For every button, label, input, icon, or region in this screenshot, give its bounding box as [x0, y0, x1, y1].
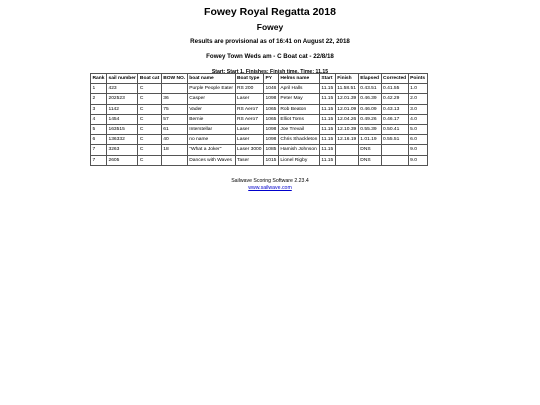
col-sail-number: sail number — [106, 74, 137, 84]
cell-helms-name: Chris Shackleton — [278, 135, 319, 145]
cell-py: 1098 — [264, 135, 279, 145]
cell-sail-number: 2605 — [106, 155, 137, 165]
cell-bow-no — [161, 84, 187, 94]
cell-boat-cat: C — [138, 84, 161, 94]
cell-sail-number: 3263 — [106, 145, 137, 155]
cell-sail-number: 202523 — [106, 94, 137, 104]
venue-heading: Fowey — [256, 22, 284, 32]
cell-boat-cat: C — [138, 135, 161, 145]
cell-corrected — [381, 155, 408, 165]
cell-boat-cat: C — [138, 104, 161, 114]
cell-elapsed: 0.43.51 — [358, 84, 381, 94]
cell-boat-name: Interstellar — [187, 124, 235, 134]
cell-corrected: 0.55.51 — [381, 135, 408, 145]
table-row — [91, 135, 428, 145]
cell-start: 11.15 — [319, 145, 335, 155]
cell-corrected: 0.41.55 — [381, 84, 408, 94]
cell-py: 1085 — [264, 145, 279, 155]
cell-finish: 11.58.51 — [335, 84, 358, 94]
cell-start: 11.15 — [319, 114, 335, 124]
cell-boat-cat: C — [138, 114, 161, 124]
cell-boat-type: RS Aero7 — [235, 104, 263, 114]
cell-finish: 12.10.39 — [335, 124, 358, 134]
cell-elapsed: 0.49.26 — [358, 114, 381, 124]
cell-helms-name: Hamish Johnson — [278, 145, 319, 155]
col-rank: Rank — [91, 74, 107, 84]
col-corrected: Corrected — [381, 74, 408, 84]
table-row — [91, 114, 428, 124]
cell-finish: 12.04.26 — [335, 114, 358, 124]
start-info: Start: Start 1, Finishes: Finish time, Time: 11.15 — [211, 69, 329, 75]
cell-helms-name: Peter May — [278, 94, 319, 104]
cell-finish — [335, 155, 358, 165]
cell-points: 9.0 — [408, 145, 427, 155]
cell-corrected: 0.42.29 — [381, 94, 408, 104]
cell-elapsed: DNS — [358, 145, 381, 155]
cell-bow-no: 61 — [161, 124, 187, 134]
table-row — [91, 145, 428, 155]
cell-points: 4.0 — [408, 114, 427, 124]
race-title: Fowey Town Weds am - C Boat cat - 22/8/18 — [206, 53, 334, 60]
cell-py: 1065 — [264, 114, 279, 124]
col-py: PY — [264, 74, 279, 84]
cell-boat-name: "What a Joker" — [187, 145, 235, 155]
cell-py: 1015 — [264, 155, 279, 165]
cell-rank: 7 — [91, 155, 107, 165]
table-row — [91, 155, 428, 165]
cell-boat-name: no name — [187, 135, 235, 145]
software-credit: Sailwave Scoring Software 2.23.4 — [231, 178, 309, 184]
cell-rank: 6 — [91, 135, 107, 145]
cell-sail-number: 423 — [106, 84, 137, 94]
cell-bow-no: 18 — [161, 145, 187, 155]
cell-elapsed: DNS — [358, 155, 381, 165]
cell-points: 9.0 — [408, 155, 427, 165]
cell-helms-name: Elliot Toms — [278, 114, 319, 124]
footer — [0, 178, 540, 191]
cell-start: 11.15 — [319, 84, 335, 94]
cell-rank: 2 — [91, 94, 107, 104]
cell-elapsed: 1.01.19 — [358, 135, 381, 145]
results-body — [91, 84, 428, 166]
cell-boat-name: Casper — [187, 94, 235, 104]
cell-points: 3.0 — [408, 104, 427, 114]
cell-py: 1065 — [264, 104, 279, 114]
cell-points: 6.0 — [408, 135, 427, 145]
cell-rank: 5 — [91, 124, 107, 134]
cell-finish: 12.16.19 — [335, 135, 358, 145]
cell-rank: 4 — [91, 114, 107, 124]
cell-corrected: 0.46.17 — [381, 114, 408, 124]
cell-py: 1046 — [264, 84, 279, 94]
cell-bow-no: 57 — [161, 114, 187, 124]
cell-boat-type: RS 200 — [235, 84, 263, 94]
cell-py: 1098 — [264, 94, 279, 104]
cell-boat-type: RS Aero7 — [235, 114, 263, 124]
cell-helms-name: Lionel Rigby — [278, 155, 319, 165]
col-points: Points — [408, 74, 427, 84]
cell-start: 11.15 — [319, 94, 335, 104]
cell-boat-cat: C — [138, 155, 161, 165]
cell-points: 1.0 — [408, 84, 427, 94]
cell-points: 2.0 — [408, 94, 427, 104]
table-row — [91, 124, 428, 134]
cell-boat-cat: C — [138, 124, 161, 134]
cell-finish: 12.01.09 — [335, 104, 358, 114]
cell-elapsed: 0.55.39 — [358, 124, 381, 134]
cell-sail-number: 163515 — [106, 124, 137, 134]
cell-elapsed: 0.46.09 — [358, 104, 381, 114]
cell-boat-name: Vader — [187, 104, 235, 114]
cell-helms-name: Rob Beaton — [278, 104, 319, 114]
cell-start: 11.15 — [319, 104, 335, 114]
table-row — [91, 84, 428, 94]
col-bow-no: BOW NO. — [161, 74, 187, 84]
cell-boat-name: Bernie — [187, 114, 235, 124]
cell-boat-name: Purple People Eater — [187, 84, 235, 94]
cell-bow-no: 40 — [161, 135, 187, 145]
cell-boat-type: Laser — [235, 94, 263, 104]
cell-elapsed: 0.46.39 — [358, 94, 381, 104]
col-start: Start — [319, 74, 335, 84]
cell-boat-cat: C — [138, 145, 161, 155]
cell-bow-no — [161, 155, 187, 165]
cell-corrected — [381, 145, 408, 155]
cell-boat-type: Laser — [235, 124, 263, 134]
cell-finish — [335, 145, 358, 155]
col-elapsed: Elapsed — [358, 74, 381, 84]
col-boat-cat: Boat cat — [138, 74, 161, 84]
cell-start: 11.15 — [319, 135, 335, 145]
cell-boat-type: Laser 3000 — [235, 145, 263, 155]
col-boat-type: Boat type — [235, 74, 263, 84]
cell-points: 5.0 — [408, 124, 427, 134]
provisional-notice: Results are provisional as of 16:41 on August 22, 2018 — [190, 38, 350, 45]
cell-start: 11.15 — [319, 155, 335, 165]
cell-helms-name: Joe Trevail — [278, 124, 319, 134]
cell-helms-name: April Halls — [278, 84, 319, 94]
cell-boat-type: Taser — [235, 155, 263, 165]
col-helms-name: Helms name — [278, 74, 319, 84]
table-row — [91, 104, 428, 114]
cell-corrected: 0.50.41 — [381, 124, 408, 134]
sailwave-link[interactable]: www.sailwave.com — [248, 184, 292, 191]
cell-sail-number: 1142 — [106, 104, 137, 114]
page-title: Fowey Royal Regatta 2018 — [204, 6, 336, 18]
cell-finish: 12.01.39 — [335, 94, 358, 104]
cell-sail-number: 136332 — [106, 135, 137, 145]
cell-rank: 7 — [91, 145, 107, 155]
cell-bow-no: 36 — [161, 94, 187, 104]
cell-rank: 1 — [91, 84, 107, 94]
cell-start: 11.15 — [319, 124, 335, 134]
results-table — [90, 73, 428, 166]
col-finish: Finish — [335, 74, 358, 84]
cell-boat-name: Dances with Waves — [187, 155, 235, 165]
table-header-row — [91, 74, 428, 84]
cell-rank: 3 — [91, 104, 107, 114]
cell-boat-cat: C — [138, 94, 161, 104]
cell-corrected: 0.43.13 — [381, 104, 408, 114]
cell-py: 1098 — [264, 124, 279, 134]
table-row — [91, 94, 428, 104]
cell-sail-number: 1454 — [106, 114, 137, 124]
cell-bow-no: 75 — [161, 104, 187, 114]
col-boat-name: boat name — [187, 74, 235, 84]
cell-boat-type: Laser — [235, 135, 263, 145]
